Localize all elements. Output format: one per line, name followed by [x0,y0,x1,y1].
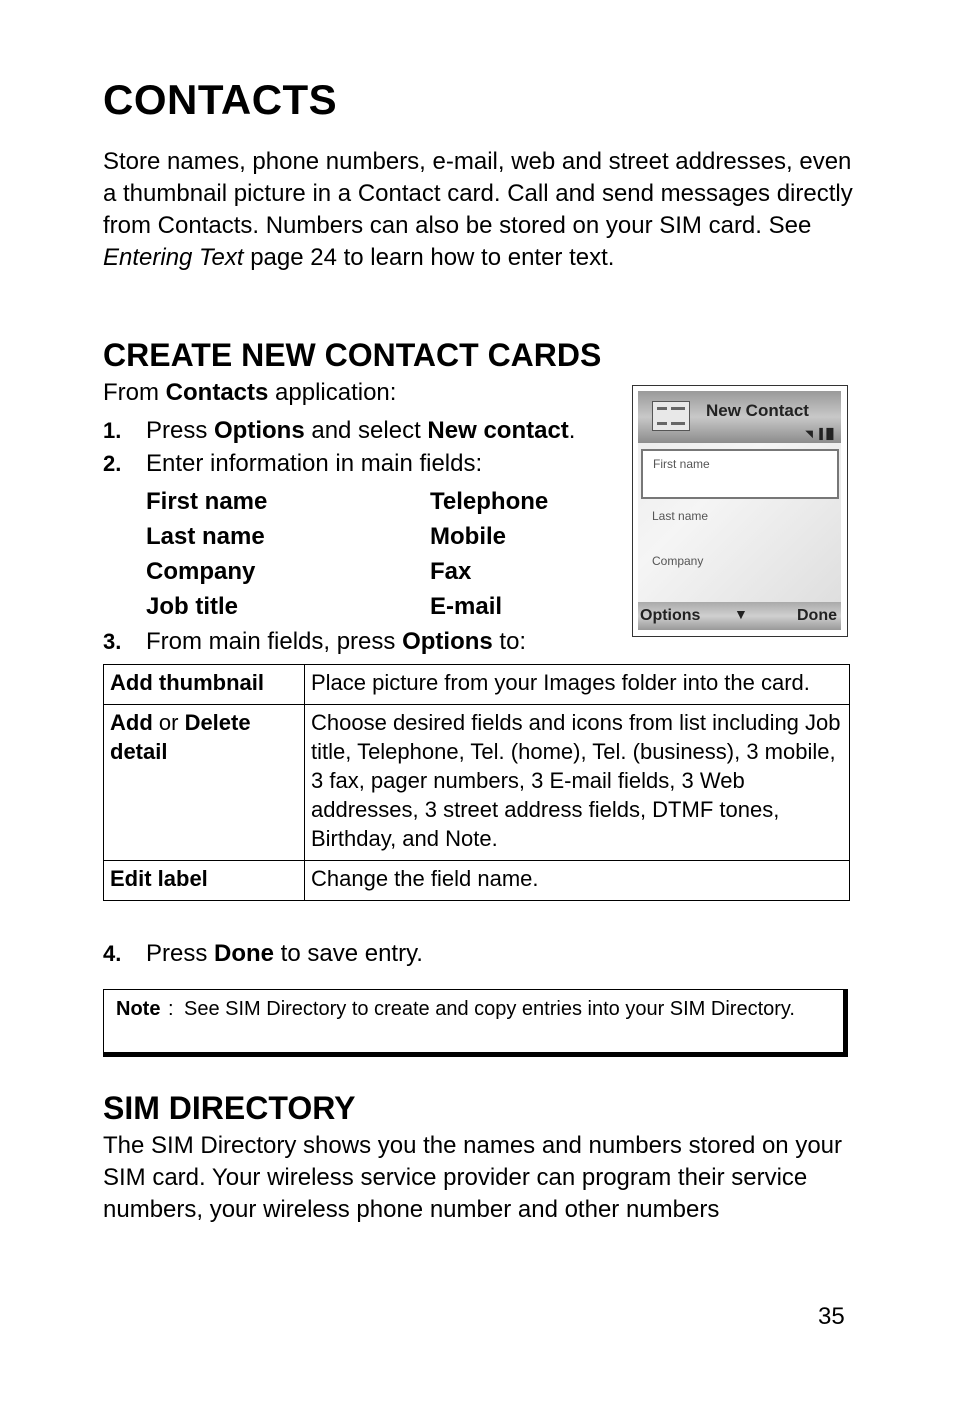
option-or: or [152,710,185,735]
option-description: Change the field name. [305,861,850,901]
phone-label-company: Company [652,554,704,568]
scroll-down-icon: ▼ [734,606,748,622]
page-title: CONTACTS [103,76,338,123]
option-add-thumbnail: Add thumbnail [110,670,264,695]
sim-heading: SIM DIRECTORY [103,1090,356,1126]
intro-text: Store names, phone numbers, e-mail, web and street addresses, even a thumbnail picture in a Contact card. Call and send messages directly from Contacts. Numbers can also be stored on your SIM card. See [103,148,853,239]
step-3-options: Options [402,628,493,655]
step-4-done: Done [214,940,275,967]
step-3-number: 3. [103,629,122,654]
note-label: Note [116,998,161,1020]
note-text: See SIM Directory to create and copy entries into your SIM Directory. [184,998,795,1020]
field-telephone: Telephone [430,488,549,515]
note-box [103,989,848,1057]
option-name [104,705,305,861]
step-1-mid: and select [304,417,428,444]
softkey-options: Options [640,607,701,624]
step-3-post: to: [492,628,527,655]
option-description: Choose desired fields and icons from list including Job title, Telephone, Tel. (home), Tel. (business), 3 mobile, 3 fax, pager numbers, 3 E-mail fields, 3 Web addresses, 3 street address fields, DTMF tones, Birthday, and Note. [305,705,850,861]
phone-label-last-name: Last name [652,509,709,523]
step-1-pre: Press [146,417,215,444]
options-table [103,664,850,901]
phone-header [638,391,841,443]
from-line [103,379,396,407]
step-2-number: 2. [103,451,122,476]
intro-paragraph [103,146,863,274]
step-4-post: to save entry. [274,940,423,967]
option-edit-label: Edit label [110,866,208,891]
phone-screenshot [632,385,848,637]
option-add: Add [110,710,153,735]
phone-title: New Contact [706,401,809,420]
note-colon: : [168,998,174,1020]
field-fax: Fax [430,558,472,585]
step-4-number: 4. [103,941,122,966]
field-email: E-mail [430,593,503,620]
step-3-pre: From main fields, press [146,628,403,655]
step-4-text [146,940,423,968]
from-app: Contacts [165,379,269,406]
create-heading: CREATE NEW CONTACT CARDS [103,337,602,373]
phone-active-field [641,449,839,499]
signal-icon: ◥ ▐▐▌ [805,429,837,440]
table-row [104,705,850,861]
step-1-options: Options [214,417,305,444]
contact-card-icon [652,401,690,431]
step-1-text [146,417,575,445]
intro-text-end: page 24 to learn how to enter text. [243,244,615,271]
step-4-pre: Press [146,940,215,967]
step-1-new-contact: New contact [427,417,569,444]
field-mobile: Mobile [430,523,506,550]
step-1-number: 1. [103,418,122,443]
field-last-name: Last name [146,523,265,550]
page-number: 35 [818,1303,845,1330]
phone-screen [638,391,841,630]
from-prefix: From [103,379,166,406]
intro-reference: Entering Text [103,244,244,271]
option-name [104,665,305,705]
phone-label-first-name: First name [653,457,710,471]
option-name [104,861,305,901]
softkey-done: Done [797,607,837,624]
option-delete-detail: Delete detail [110,710,251,764]
option-description: Place picture from your Images folder into the card. [305,665,850,705]
field-first-name: First name [146,488,268,515]
table-row [104,861,850,901]
phone-softkeys [638,602,841,630]
field-company: Company [146,558,256,585]
from-suffix: application: [268,379,397,406]
table-row [104,665,850,705]
field-job-title: Job title [146,593,239,620]
step-3-text [146,628,526,656]
step-2-text: Enter information in main fields: [146,450,483,477]
sim-paragraph: The SIM Directory shows you the names and numbers stored on your SIM card. Your wireless service provider can program their service numbers, your wireless phone number and other numbers [103,1132,843,1223]
step-1-post: . [568,417,576,444]
